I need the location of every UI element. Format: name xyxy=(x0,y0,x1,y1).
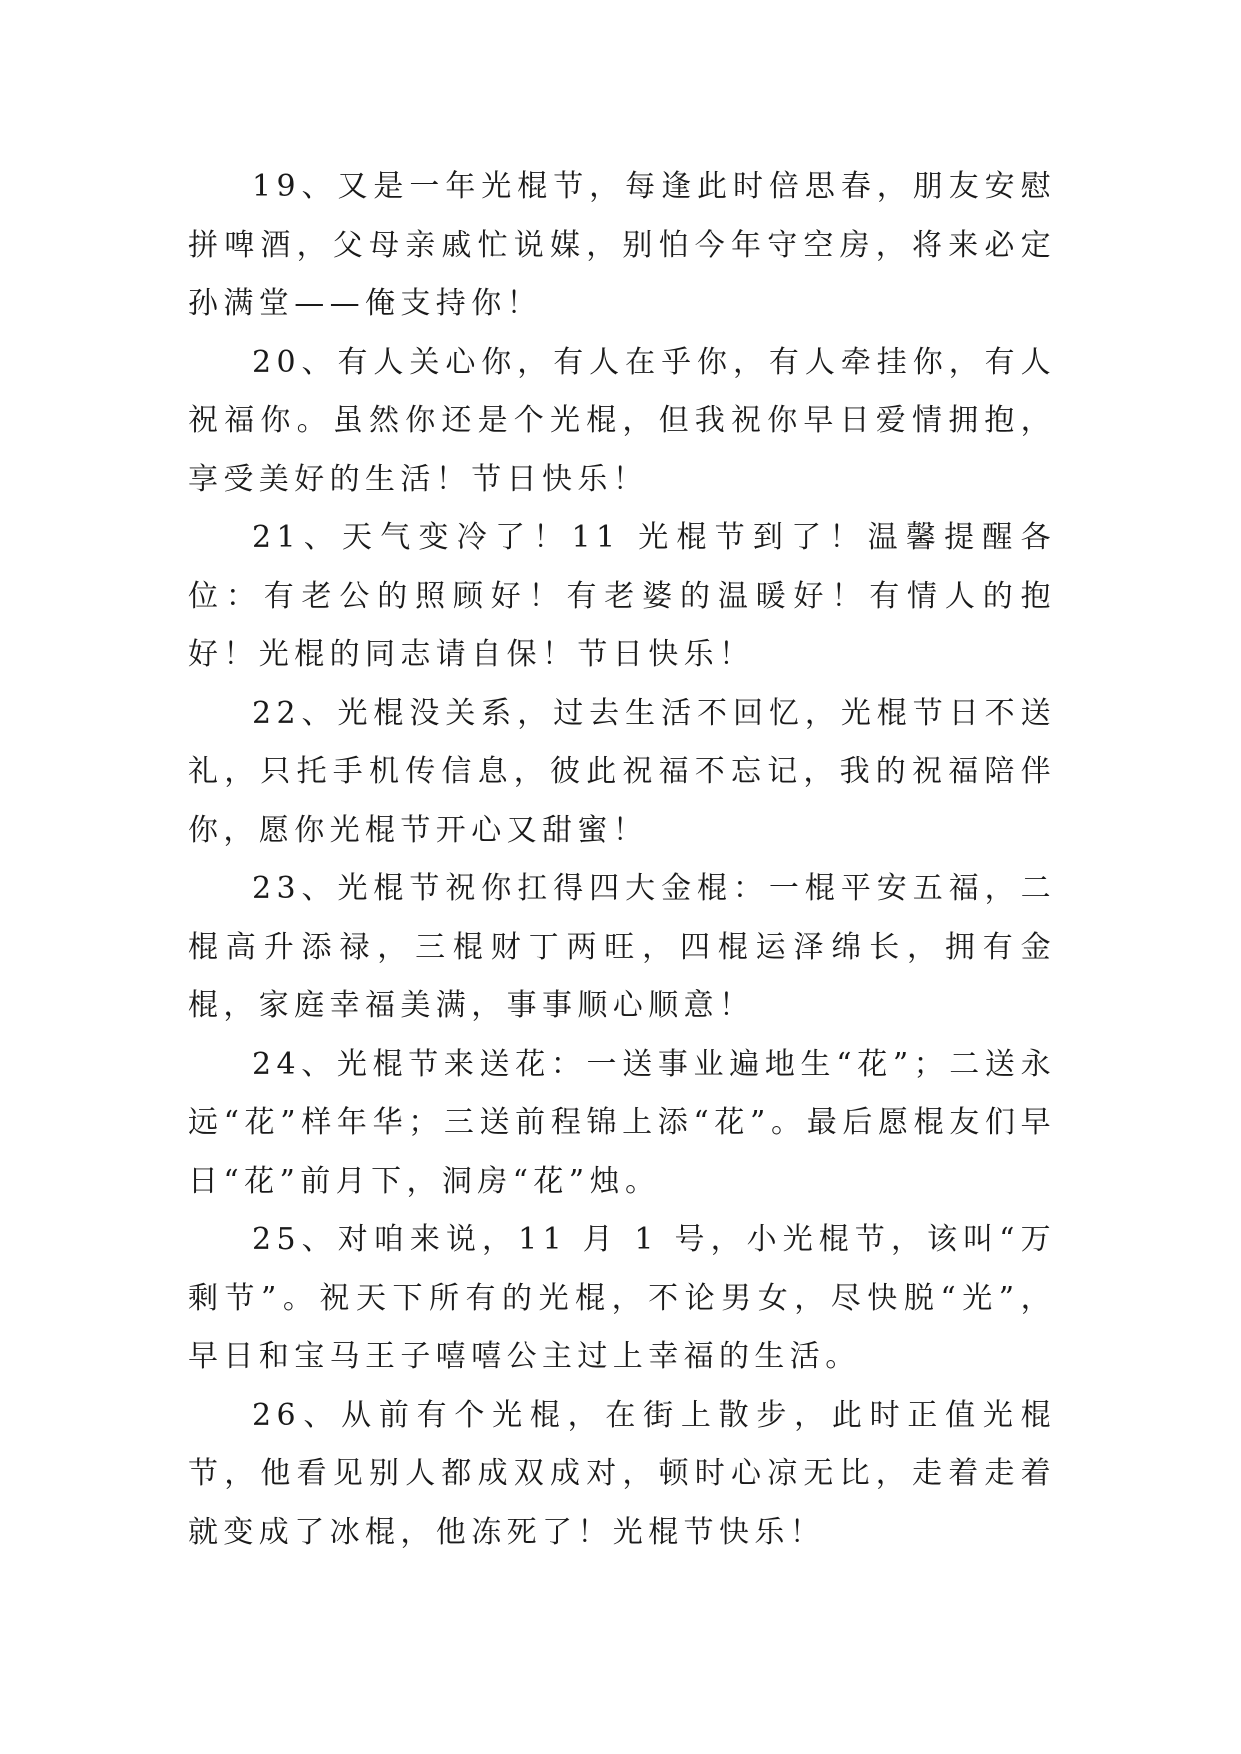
paragraph-22: 22、光棍没关系，过去生活不回忆，光棍节日不送礼，只托手机传信息，彼此祝福不忘记，我的祝福陪伴你，愿你光棍节开心又甜蜜！ xyxy=(188,695,1056,848)
document-body xyxy=(188,158,1056,1562)
paragraph-23: 23、光棍节祝你扛得四大金棍：一棍平安五福，二棍高升添禄，三棍财丁两旺，四棍运泽绵长，拥有金棍，家庭幸福美满，事事顺心顺意！ xyxy=(188,871,1056,1023)
paragraph-26: 26、从前有个光棍，在街上散步，此时正值光棍节，他看见别人都成双成对，顿时心凉无比，走着走着就变成了冰棍，他冻死了！光棍节快乐！ xyxy=(188,1397,1056,1550)
paragraph-19: 19、又是一年光棍节，每逢此时倍思春，朋友安慰拼啤酒，父母亲戚忙说媒，别怕今年守空房，将来必定孙满堂——俺支持你！ xyxy=(188,169,1056,321)
paragraph-21: 21、天气变冷了！11 光棍节到了！温馨提醒各位：有老公的照顾好！有老婆的温暖好！有情人的抱好！光棍的同志请自保！节日快乐！ xyxy=(188,520,1056,672)
paragraph-24: 24、光棍节来送花：一送事业遍地生“花”；二送永远“花”样年华；三送前程锦上添“花”。最后愿棍友们早日“花”前月下，洞房“花”烛。 xyxy=(188,1046,1056,1199)
paragraph-25: 25、对咱来说，11 月 1 号，小光棍节，该叫“万剩节”。祝天下所有的光棍，不论男女，尽快脱“光”，早日和宝马王子嘻嘻公主过上幸福的生活。 xyxy=(188,1222,1056,1374)
paragraph-20: 20、有人关心你，有人在乎你，有人牵挂你，有人祝福你。虽然你还是个光棍，但我祝你早日爱情拥抱，享受美好的生活！节日快乐！ xyxy=(188,344,1056,497)
